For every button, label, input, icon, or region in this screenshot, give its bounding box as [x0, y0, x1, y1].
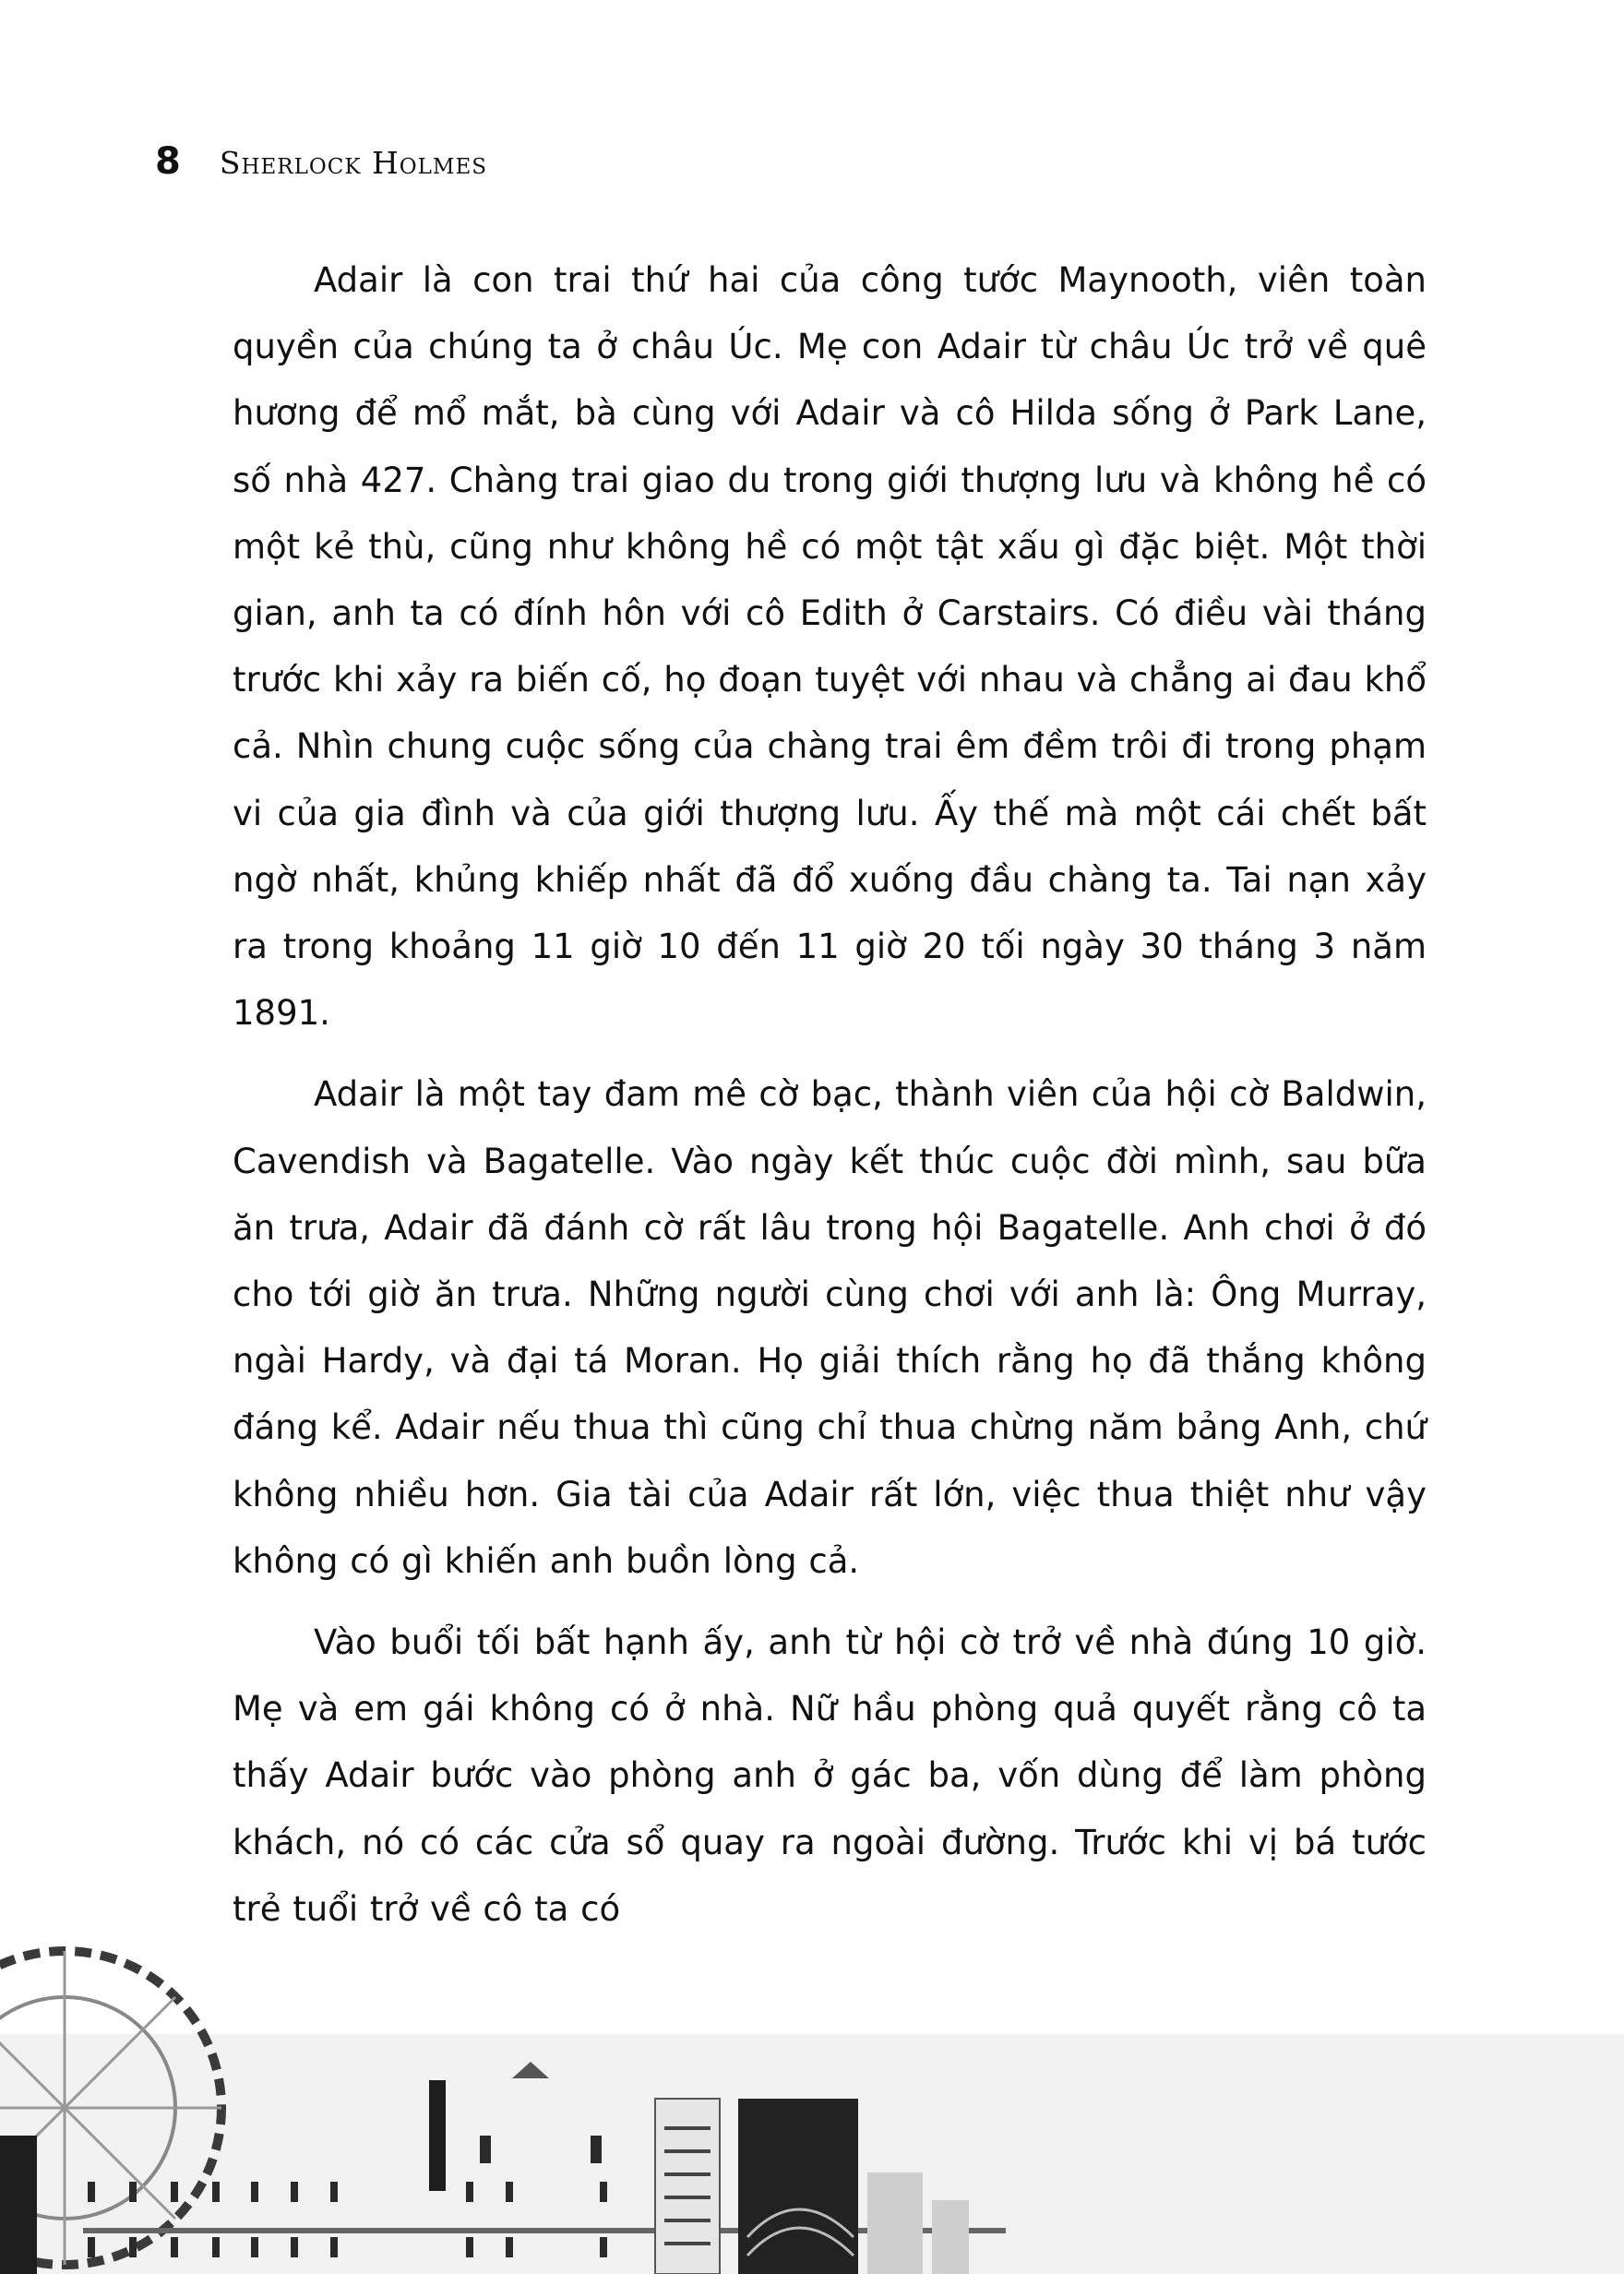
dark-tower	[738, 2099, 858, 2274]
book-title: Sherlock Holmes	[219, 145, 488, 181]
tower-building	[655, 2099, 720, 2274]
running-head	[155, 140, 487, 183]
paragraph-1: Adair là con trai thứ hai của công tước Maynooth, viên toàn quyền của chúng ta ở châu Úc. Mẹ con Adair từ châu Úc trở về quê hương để mổ mắt, bà cùng với Adair và cô Hilda sống ở Park Lane, số nhà 427. Chàng trai giao du trong giới thượng lưu và không hề có một kẻ thù, cũng như không hề có một tật xấu gì đặc biệt. Một thời gian, anh ta có đính hôn với cô Edith ở Carstairs. Có điều vài tháng trước khi xảy ra biến cố, họ đoạn tuyệt với nhau và chẳng ai đau khổ cả. Nhìn chung cuộc sống của chàng trai êm đềm trôi đi trong phạm vi của gia đình và của giới thượng lưu. Ấy thế mà một cái chết bất ngờ nhất, khủng khiếp nhất đã đổ xuống đầu chàng ta. Tai nạn xảy ra trong khoảng 11 giờ 10 đến 11 giờ 20 tối ngày 30 tháng 3 năm 1891.	[233, 260, 1427, 1034]
skyline-left-shadow	[0, 2136, 37, 2274]
paragraph-3: Vào buổi tối bất hạnh ấy, anh từ hội cờ trở về nhà đúng 10 giờ. Mẹ và em gái không có ở nhà. Nữ hầu phòng quả quyết rằng cô ta thấy Adair bước vào phòng anh ở gác ba, vốn dùng để làm phòng khách, nó có các cửa sổ quay ra ngoài đường. Trước khi vị bá tước trẻ tuổi trở về cô ta có	[233, 1622, 1427, 1929]
body-text	[233, 247, 1427, 1943]
paragraph-2: Adair là một tay đam mê cờ bạc, thành viên của hội cờ Baldwin, Cavendish và Bagatelle. Vào ngày kết thúc cuộc đời mình, sau bữa ăn trưa, Adair đã đánh cờ rất lâu trong hội Bagatelle. Anh chơi ở đó cho tới giờ ăn trưa. Những người cùng chơi với anh là: Ông Murray, ngài Hardy, và đại tá Moran. Họ giải thích rằng họ đã thắng không đáng kể. Adair nếu thua thì cũng chỉ thua chừng năm bảng Anh, chứ không nhiều hơn. Gia tài của Adair rất lớn, việc thua thiệt như vậy không có gì khiến anh buồn lòng cả.	[233, 1074, 1427, 1581]
page-number: 8	[155, 140, 181, 183]
